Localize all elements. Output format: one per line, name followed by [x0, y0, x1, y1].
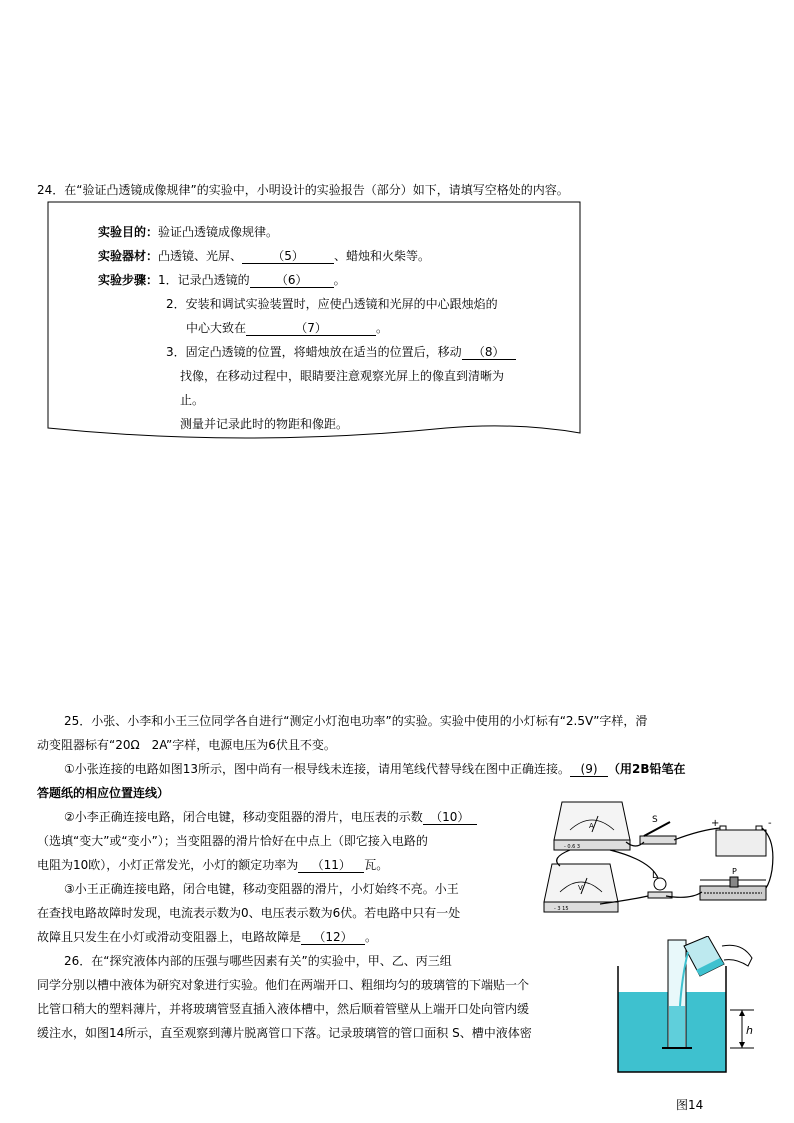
q25-c2-a: [64, 809, 477, 825]
step1-line: [98, 272, 346, 288]
h-label: h: [746, 1024, 753, 1037]
equip-label: 实验器材：: [98, 249, 159, 263]
circuit-figure: [540, 800, 780, 924]
lamp-icon: [648, 871, 672, 898]
c1-text: ①小张连接的电路如图13所示，图中尚有一根导线未连接，请用笔线代替导线在图中正确连接。: [64, 762, 571, 776]
equip-pre: 凸透镜、光屏、: [158, 249, 243, 263]
steps-label: 实验步骤：: [98, 273, 159, 287]
ammeter-label: A: [589, 822, 594, 830]
switch-icon: [640, 815, 676, 844]
q25-c3-b: 在查找电路故障时发现，电流表示数为0、电压表示数为6伏。若电路中只有一处: [37, 906, 461, 920]
q25-c2-c: [37, 857, 388, 873]
rheostat-icon: [700, 867, 766, 900]
q24-intro: 24．在“验证凸透镜成像规律”的实验中，小明设计的实验报告（部分）如下，请填写空格处的内容。: [37, 183, 569, 197]
q25-p2: 动变阻器标有“20Ω 2A”字样，电源电压为6伏且不变。: [37, 738, 336, 752]
step3-line-b: 找像，在移动过程中，眼睛要注意观察光屏上的像直到清晰为: [180, 369, 505, 383]
equip-line: [98, 248, 430, 264]
equip-post: 、蜡烛和火柴等。: [334, 249, 431, 263]
switch-label: S: [652, 815, 658, 825]
battery-plus: +: [711, 818, 720, 829]
step3-line-c: 止。: [180, 393, 205, 407]
depth-h-marker: [730, 1010, 754, 1048]
purpose-text: 验证凸透镜成像规律。: [158, 225, 279, 239]
step2-line-a: 2．安装和调试实验装置时，应使凸透镜和光屏的中心跟烛焰的: [166, 297, 498, 311]
voltmeter-label: V: [578, 884, 583, 892]
blank-6[interactable]: （6）: [250, 273, 334, 288]
voltmeter-icon: [544, 864, 618, 912]
step2-post: 。: [376, 321, 389, 335]
blank-8[interactable]: （8）: [462, 345, 516, 360]
purpose-line: [98, 224, 278, 240]
figure-14-caption: 图14: [676, 1098, 704, 1112]
lamp-label: L: [652, 871, 658, 881]
slider-label: P: [732, 867, 737, 876]
blank-10[interactable]: （10）: [423, 810, 477, 825]
q25-c3-a: ③小王正确连接电路，闭合电键，移动变阻器的滑片，小灯始终不亮。小王: [64, 882, 459, 896]
c2-c-pre: 电阻为10欧），小灯正常发光，小灯的额定功率为: [37, 858, 299, 872]
c2-pre: ②小李正确连接电路，闭合电键，移动变阻器的滑片，电压表的示数: [64, 810, 423, 824]
q26-p4: 缓注水，如图14所示，直至观察到薄片脱离管口下落。记录玻璃管的管口面积 S、槽中液体密: [37, 1026, 532, 1040]
ammeter-terminals: - 0.6 3: [564, 844, 581, 850]
q25-c1: [64, 761, 686, 777]
c3-c-post: 。: [365, 930, 378, 944]
blank-12[interactable]: （12）: [301, 930, 365, 945]
q26-p3: 比管口稍大的塑料薄片，并将玻璃管竖直插入液体槽中，然后顺着管壁从上端开口处向管内缓: [37, 1002, 530, 1016]
figure-14: [612, 936, 772, 1086]
voltmeter-terminals: - 3 15: [554, 906, 569, 912]
c2-c-post: 瓦。: [364, 858, 389, 872]
q25-c2-b: （选填“变大”或“变小”）；当变阻器的滑片恰好在中点上（即它接入电路的: [37, 834, 428, 848]
step2-line-b: [186, 320, 388, 336]
step3-pre: 3．固定凸透镜的位置，将蜡烛放在适当的位置后，移动: [166, 345, 462, 359]
step1-pre: 1．记录凸透镜的: [158, 273, 250, 287]
battery-minus: -: [768, 818, 772, 829]
c3-c-pre: 故障且只发生在小灯或滑动变阻器上，电路故障是: [37, 930, 302, 944]
blank-11[interactable]: （11）: [298, 858, 364, 873]
step3-line-a: [166, 344, 516, 360]
q25-c3-c: [37, 929, 377, 945]
q26-p2: 同学分别以槽中液体为研究对象进行实验。他们在两端开口、粗细均匀的玻璃管的下端贴一个: [37, 978, 530, 992]
ammeter-icon: [554, 802, 630, 850]
step3-line-d: 测量并记录此时的物距和像距。: [180, 417, 349, 431]
battery-icon: [711, 818, 772, 856]
c1-bold: （用2B铅笔在: [608, 762, 686, 776]
blank-7[interactable]: （7）: [246, 321, 376, 336]
blank-5[interactable]: （5）: [242, 249, 334, 264]
step1-post: 。: [333, 273, 346, 287]
step2-pre: 中心大致在: [186, 321, 247, 335]
q25-c1-bold2: 答题纸的相应位置连线）: [37, 786, 170, 800]
purpose-label: 实验目的：: [98, 225, 159, 239]
q26-p1: 26．在“探究液体内部的压强与哪些因素有关”的实验中，甲、乙、丙三组: [64, 954, 452, 968]
blank-9[interactable]: (9): [570, 762, 608, 777]
q25-p1: 25．小张、小李和小王三位同学各自进行“测定小灯泡电功率”的实验。实验中使用的小灯标有“2.5V”字样，滑: [64, 714, 648, 728]
